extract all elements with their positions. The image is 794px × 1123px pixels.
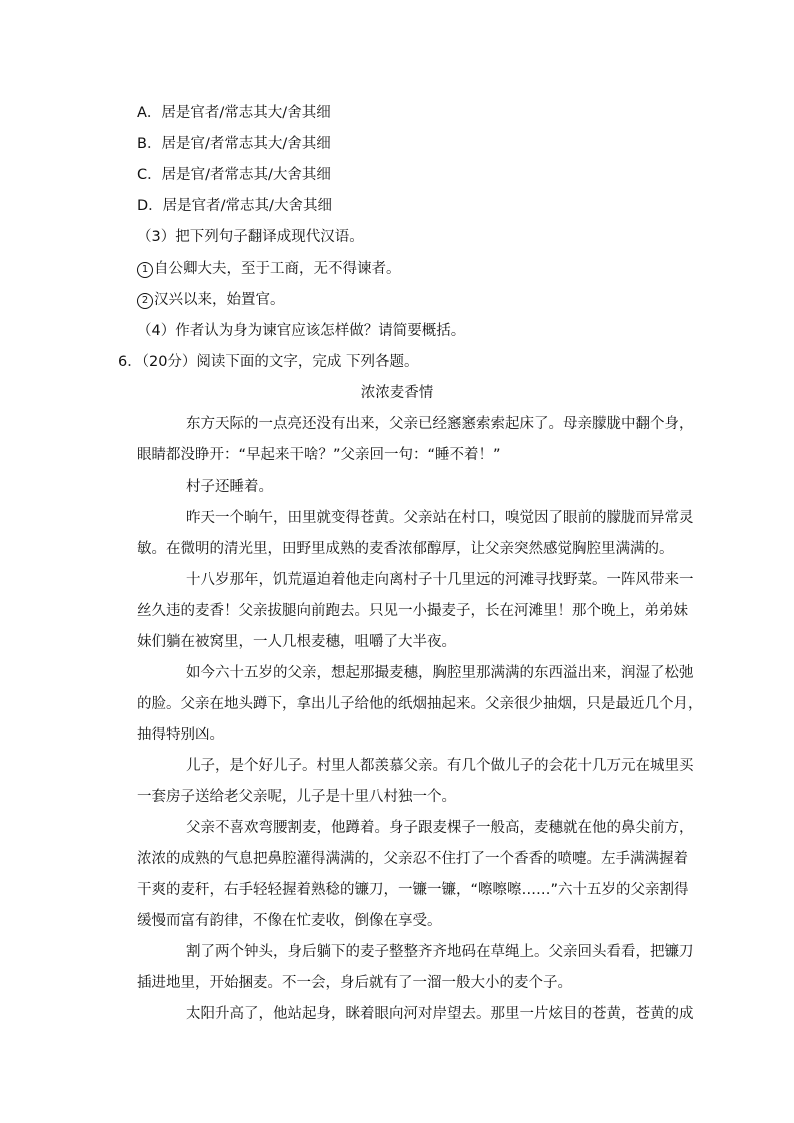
passage-line: 敏。在微明的清光里，田野里成熟的麦香浓郁醇厚，让父亲突然感觉胸腔里满满的。	[137, 541, 674, 557]
passage-line: 割了两个钟头，身后躺下的麦子整整齐齐地码在草绳上。父亲回头看看，把镰刀	[186, 944, 694, 960]
passage-line: 东方天际的一点亮还没有出来，父亲已经窸窸索索起床了。母亲朦胧中翻个身，	[186, 416, 694, 432]
passage-line: 抽得特别凶。	[137, 727, 224, 743]
passage-line: 妹们躺在被窝里，一人几根麦穗，咀嚼了大半夜。	[137, 634, 456, 650]
passage-line: 缓慢而富有韵律，不像在忙麦收，倒像在享受。	[137, 913, 442, 929]
passage-line: 村子还睡着。	[186, 479, 273, 495]
subquestion-4: （4）作者认为身为谏官应该怎样做？请简要概括。	[137, 323, 466, 339]
option-b-letter: B．	[137, 136, 162, 152]
option-c-text: 居是官/者常志其/大舍其细	[161, 167, 331, 183]
passage-line: 昨天一个晌午，田里就变得苍黄。父亲站在村口，嗅觉因了眼前的朦胧而异常灵	[186, 510, 694, 526]
option-c[interactable]	[137, 165, 331, 185]
option-a-text: 居是官者/常志其大/舍其细	[161, 105, 331, 121]
passage-line: 的脸。父亲在地头蹲下，拿出儿子给他的纸烟抽起来。父亲很少抽烟，只是最近几个月，	[137, 696, 703, 712]
subquestion-3: （3）把下列句子翻译成现代汉语。	[137, 229, 364, 245]
circled-number-1: 1	[137, 262, 153, 278]
translation-sentence-1	[137, 259, 401, 279]
passage-line: 浓浓的成熟的气息把鼻腔灌得满满的，父亲忍不住打了一个香香的喷嚏。左手满满握着	[137, 851, 688, 867]
option-c-letter: C．	[137, 167, 162, 183]
passage-line: 一套房子送给老父亲呢，儿子是十里八村独一个。	[137, 789, 456, 805]
question-6-heading: 6．（20分）阅读下面的文字，完成 下列各题。	[118, 354, 419, 370]
passage-line: 十八岁那年，饥荒逼迫着他走向离村子十几里远的河滩寻找野菜。一阵风带来一	[186, 572, 694, 588]
option-a[interactable]	[137, 103, 331, 123]
option-a-letter: A．	[137, 105, 162, 121]
passage-line: 儿子，是个好儿子。村里人都羡慕父亲。有几个做儿子的会花十几万元在城里买	[186, 758, 694, 774]
circled-number-2: 2	[137, 293, 153, 309]
passage-line: 太阳升高了，他站起身，眯着眼向河对岸望去。那里一片炫目的苍黄，苍黄的成	[186, 1006, 694, 1022]
passage-line: 干爽的麦秆，右手轻轻握着熟稔的镰刀，一镰一镰，“嚓嚓嚓……”六十五岁的父亲割得	[137, 882, 689, 898]
option-b-text: 居是官/者常志其大/舍其细	[161, 136, 331, 152]
option-d-letter: D．	[137, 198, 163, 214]
passage-line: 如今六十五岁的父亲，想起那撮麦穗，胸腔里那满满的东西溢出来，润湿了松弛	[186, 665, 694, 681]
passage-line: 眼睛都没睁开：“早起来干啥？”父亲回一句：“睡不着！”	[137, 447, 501, 463]
translation-sentence-2-text: 汉兴以来，始置官。	[154, 292, 285, 308]
translation-sentence-2	[137, 290, 285, 310]
option-d[interactable]	[137, 196, 332, 216]
passage-line: 插进地里，开始捆麦。不一会，身后就有了一溜一般大小的麦个子。	[137, 975, 572, 991]
passage-title: 浓浓麦香情	[360, 385, 434, 401]
option-d-text: 居是官者/常志其/大舍其细	[162, 198, 332, 214]
passage-line: 父亲不喜欢弯腰割麦，他蹲着。身子跟麦棵子一般高，麦穗就在他的鼻尖前方，	[186, 820, 694, 836]
option-b[interactable]	[137, 134, 331, 154]
translation-sentence-1-text: 自公卿大夫，至于工商，无不得谏者。	[154, 261, 401, 277]
passage-line: 丝久违的麦香！父亲拔腿向前跑去。只见一小撮麦子，长在河滩里！那个晚上，弟弟妹	[137, 603, 688, 619]
